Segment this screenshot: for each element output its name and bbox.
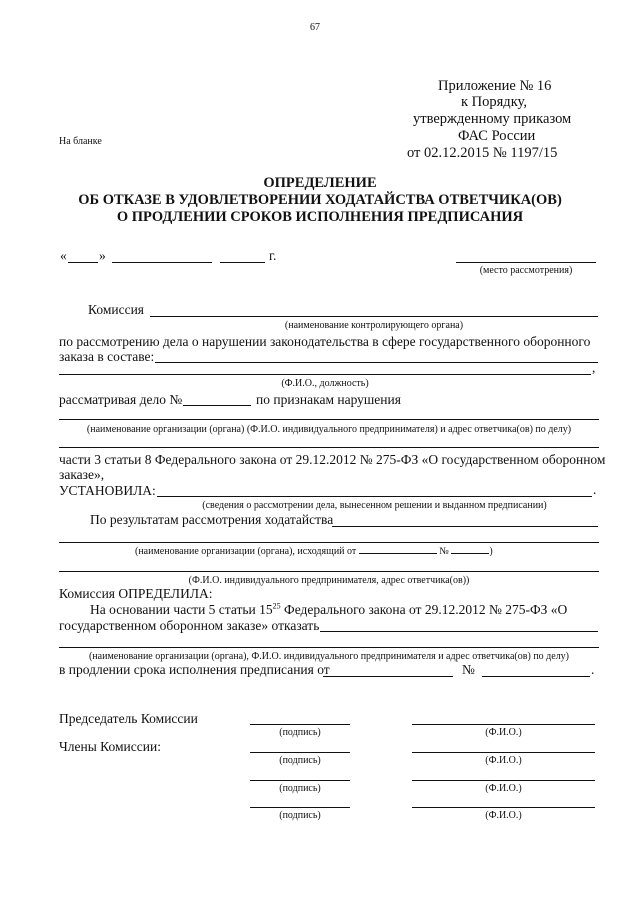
outgoing-caption-prefix: (наименование организации (органа), исходящий от bbox=[135, 546, 357, 557]
chairman-label: Председатель Комиссии bbox=[59, 711, 198, 726]
results-field[interactable] bbox=[332, 526, 598, 527]
established-label: УСТАНОВИЛА: bbox=[59, 483, 156, 498]
member-1-fio-field[interactable] bbox=[412, 752, 595, 753]
order-number-field[interactable] bbox=[482, 676, 590, 677]
results-text: По результатам рассмотрения ходатайства bbox=[90, 512, 334, 527]
date-open-quote: « bbox=[60, 248, 67, 263]
refuse-to-field[interactable] bbox=[320, 631, 598, 632]
appendix-line-1: Приложение № 16 bbox=[438, 78, 552, 94]
results-field-2[interactable] bbox=[59, 542, 599, 543]
consideration-text-line-2: заказа в составе: bbox=[59, 349, 155, 364]
signature-caption: (подпись) bbox=[279, 727, 321, 738]
article-superscript: 25 bbox=[272, 601, 281, 611]
respondent-field[interactable] bbox=[59, 419, 599, 420]
document-title: ОПРЕДЕЛЕНИЕ bbox=[263, 175, 377, 191]
chairman-signature-field[interactable] bbox=[250, 724, 350, 725]
page-number: 67 bbox=[310, 22, 320, 33]
appendix-line-3: утвержденному приказом bbox=[413, 111, 572, 127]
member-1-signature-field[interactable] bbox=[250, 752, 350, 753]
extension-period: . bbox=[591, 662, 595, 677]
basis-text-rest: Федерального закона от 29.12.2012 № 275-ФЗ «О bbox=[280, 602, 568, 617]
year-suffix: г. bbox=[269, 248, 277, 263]
law-text-line-2: заказе», bbox=[59, 467, 105, 482]
outgoing-number-field[interactable] bbox=[451, 553, 489, 554]
outgoing-caption bbox=[135, 546, 493, 557]
signature-caption: (подпись) bbox=[279, 755, 321, 766]
commission-field[interactable] bbox=[150, 316, 598, 317]
day-field[interactable] bbox=[68, 262, 98, 263]
place-field[interactable] bbox=[456, 262, 596, 263]
composition-comma: , bbox=[592, 360, 596, 375]
members-label: Члены Комиссии: bbox=[59, 739, 161, 754]
member-2-fio-field[interactable] bbox=[412, 780, 595, 781]
established-caption: (сведения о рассмотрении дела, вынесенном решении и выданном предписании) bbox=[202, 500, 547, 511]
signature-caption: (подпись) bbox=[279, 783, 321, 794]
consideration-text-line-1: по рассмотрению дела о нарушении законодательства в сфере государственного оборонного bbox=[59, 334, 591, 349]
month-field[interactable] bbox=[112, 262, 212, 263]
case-prefix: рассматривая дело № bbox=[59, 392, 183, 407]
order-date-field[interactable] bbox=[323, 676, 453, 677]
fio-caption: (Ф.И.О.) bbox=[485, 810, 522, 821]
appendix-line-2: к Порядку, bbox=[461, 94, 527, 110]
composition-field-2[interactable] bbox=[59, 374, 591, 375]
basis-text-line-1 bbox=[90, 602, 598, 618]
fio-position-caption: (Ф.И.О., должность) bbox=[281, 378, 369, 389]
appendix-line-4: ФАС России bbox=[458, 128, 536, 144]
case-number-field[interactable] bbox=[183, 405, 251, 406]
entrepreneur-caption: (Ф.И.О. индивидуального предпринимателя, адрес ответчика(ов)) bbox=[188, 575, 470, 586]
outgoing-caption-close: ) bbox=[489, 546, 493, 557]
basis-text-start: На основании части 5 статьи 15 bbox=[90, 602, 273, 617]
case-suffix: по признакам нарушения bbox=[256, 392, 401, 407]
commission-label: Комиссия bbox=[88, 302, 145, 317]
appendix-line-5: от 02.12.2015 № 1197/15 bbox=[407, 145, 558, 161]
letterhead-note: На бланке bbox=[59, 136, 102, 147]
member-3-fio-field[interactable] bbox=[412, 807, 595, 808]
extension-text: в продлении срока исполнения предписания от bbox=[59, 662, 330, 677]
respondent-caption: (наименование организации (органа) (Ф.И.О. индивидуального предпринимателя) и адрес ответчика(ов) по делу) bbox=[86, 424, 572, 435]
established-field[interactable] bbox=[157, 496, 592, 497]
signature-caption: (подпись) bbox=[279, 810, 321, 821]
basis-text-line-2: государственном оборонном заказе» отказать bbox=[59, 618, 320, 633]
established-period: . bbox=[593, 482, 597, 497]
member-2-signature-field[interactable] bbox=[250, 780, 350, 781]
document-title-line-2: ОБ ОТКАЗЕ В УДОВЛЕТВОРЕНИИ ХОДАТАЙСТВА ОТВЕТЧИКА(ОВ) bbox=[78, 192, 562, 208]
member-3-signature-field[interactable] bbox=[250, 807, 350, 808]
refuse-to-field-2[interactable] bbox=[59, 647, 599, 648]
order-number-sign: № bbox=[462, 662, 475, 677]
chairman-fio-field[interactable] bbox=[412, 724, 595, 725]
entrepreneur-field[interactable] bbox=[59, 571, 599, 572]
org-caption: (наименование организации (органа), Ф.И.О. индивидуального предпринимателя и адрес ответчика(ов) по делу) bbox=[88, 651, 570, 662]
document-title-line-3: О ПРОДЛЕНИИ СРОКОВ ИСПОЛНЕНИЯ ПРЕДПИСАНИЯ bbox=[116, 209, 524, 225]
law-text-line-1: части 3 статьи 8 Федерального закона от 29.12.2012 № 275-ФЗ «О государственном оборонном bbox=[59, 452, 606, 467]
place-caption: (место рассмотрения) bbox=[479, 265, 573, 276]
determined-label: Комиссия ОПРЕДЕЛИЛА: bbox=[59, 586, 213, 601]
outgoing-date-field[interactable] bbox=[359, 553, 437, 554]
respondent-field-2[interactable] bbox=[59, 447, 599, 448]
date-close-quote: » bbox=[99, 248, 106, 263]
fio-caption: (Ф.И.О.) bbox=[485, 727, 522, 738]
composition-field[interactable] bbox=[155, 362, 598, 363]
year-field[interactable] bbox=[220, 262, 265, 263]
outgoing-number-sign: № bbox=[439, 546, 449, 557]
fio-caption: (Ф.И.О.) bbox=[485, 755, 522, 766]
fio-caption: (Ф.И.О.) bbox=[485, 783, 522, 794]
commission-caption: (наименование контролирующего органа) bbox=[284, 320, 464, 331]
